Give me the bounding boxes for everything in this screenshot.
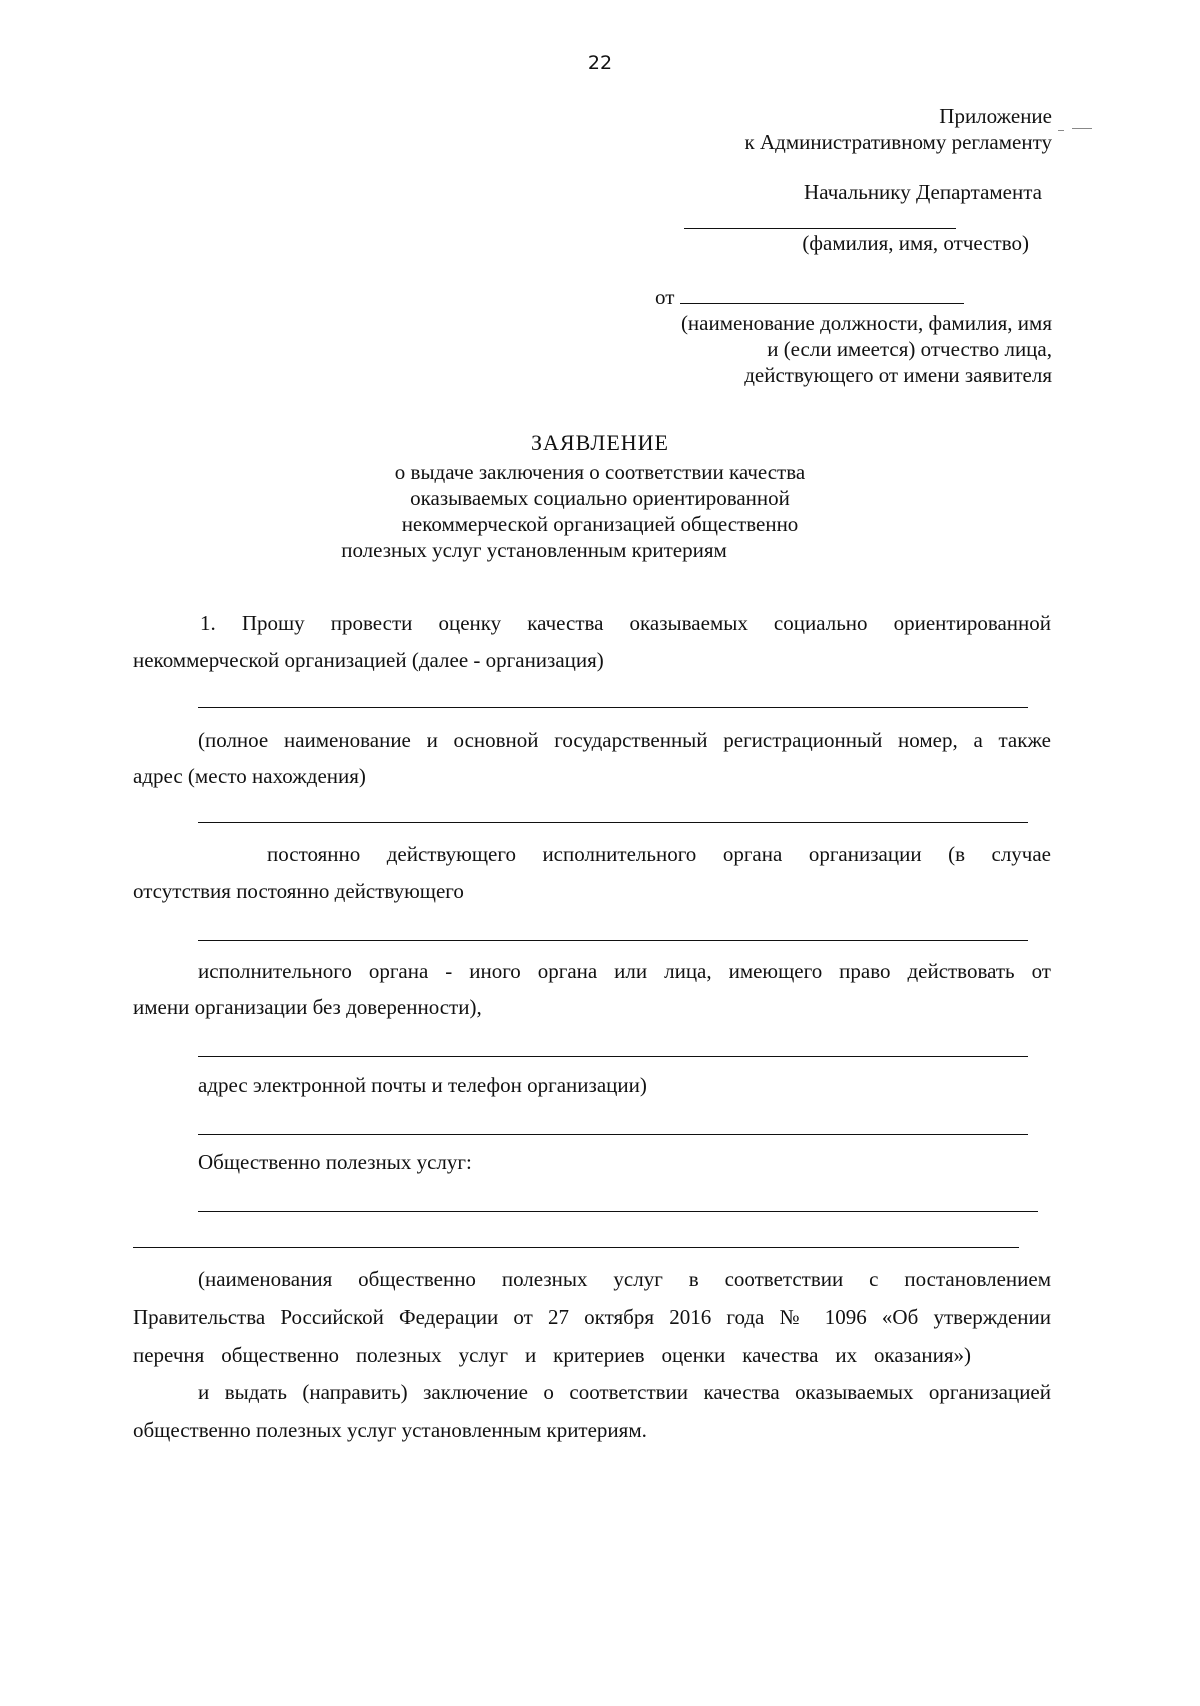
from-line	[680, 303, 964, 304]
services-label: Общественно полезных услуг:	[198, 1150, 472, 1174]
caption-2-line-2: отсутствия постоянно действующего	[133, 879, 464, 903]
scan-mark	[1058, 130, 1064, 131]
contacts-line	[198, 1134, 1028, 1135]
from-label: от	[655, 285, 675, 309]
address-line	[198, 822, 1028, 823]
appendix-label: Приложение	[939, 104, 1052, 128]
caption-3-line-2: имени организации без доверенности),	[133, 995, 482, 1019]
caption-1-line-1: (полное наименование и основной государственный регистрационный номер, а также	[198, 728, 1051, 752]
from-caption-2: и (если имеется) отчество лица,	[767, 337, 1052, 361]
paragraph-2-line-2: общественно полезных услуг установленным критериям.	[133, 1418, 647, 1442]
page-number: 22	[587, 52, 613, 74]
caption-3-line-1: исполнительного органа - иного органа или лица, имеющего право действовать от	[198, 959, 1051, 983]
title-line-1: о выдаче заключения о соответствии качества	[394, 460, 806, 484]
caption-1-line-2: адрес (место нахождения)	[133, 764, 366, 788]
services-line-1	[198, 1211, 1038, 1212]
caption-5-line-3: перечня общественно полезных услуг и критериев оценки качества их оказания»)	[133, 1343, 971, 1367]
from-caption-1: (наименование должности, фамилия, имя	[680, 311, 1052, 335]
title-line-3: некоммерческой организацией общественно	[401, 512, 799, 536]
services-line-2	[133, 1247, 1019, 1248]
title-line-4: полезных услуг установленным критериям	[341, 538, 727, 562]
caption-4: адрес электронной почты и телефон организации)	[198, 1073, 647, 1097]
caption-5-line-1: (наименования общественно полезных услуг в соответствии с постановлением	[198, 1267, 1051, 1291]
organization-name-line	[198, 707, 1028, 708]
paragraph-1-line-1: 1. Прошу провести оценку качества оказываемых социально ориентированной	[200, 611, 1051, 635]
document-title: ЗАЯВЛЕНИЕ	[531, 430, 669, 455]
caption-5-line-2: Правительства Российской Федерации от 27 октября 2016 года № 1096 «Об утверждении	[133, 1305, 1051, 1329]
executive-body-line	[198, 940, 1028, 941]
addressee-label: Начальнику Департамента	[804, 180, 1042, 204]
from-caption-3: действующего от имени заявителя	[744, 363, 1052, 387]
reglament-label: к Административному регламенту	[744, 130, 1052, 154]
addressee-fio-line	[684, 228, 956, 229]
caption-2-line-1: постоянно действующего исполнительного органа организации (в случае	[267, 842, 1051, 866]
paragraph-2-line-1: и выдать (направить) заключение о соответствии качества оказываемых организацией	[198, 1380, 1051, 1404]
scan-mark	[1072, 128, 1092, 129]
representative-line	[198, 1056, 1028, 1057]
title-line-2: оказываемых социально ориентированной	[410, 486, 790, 510]
fio-caption: (фамилия, имя, отчество)	[802, 231, 1029, 255]
paragraph-1-line-2: некоммерческой организацией (далее - организация)	[133, 648, 604, 672]
